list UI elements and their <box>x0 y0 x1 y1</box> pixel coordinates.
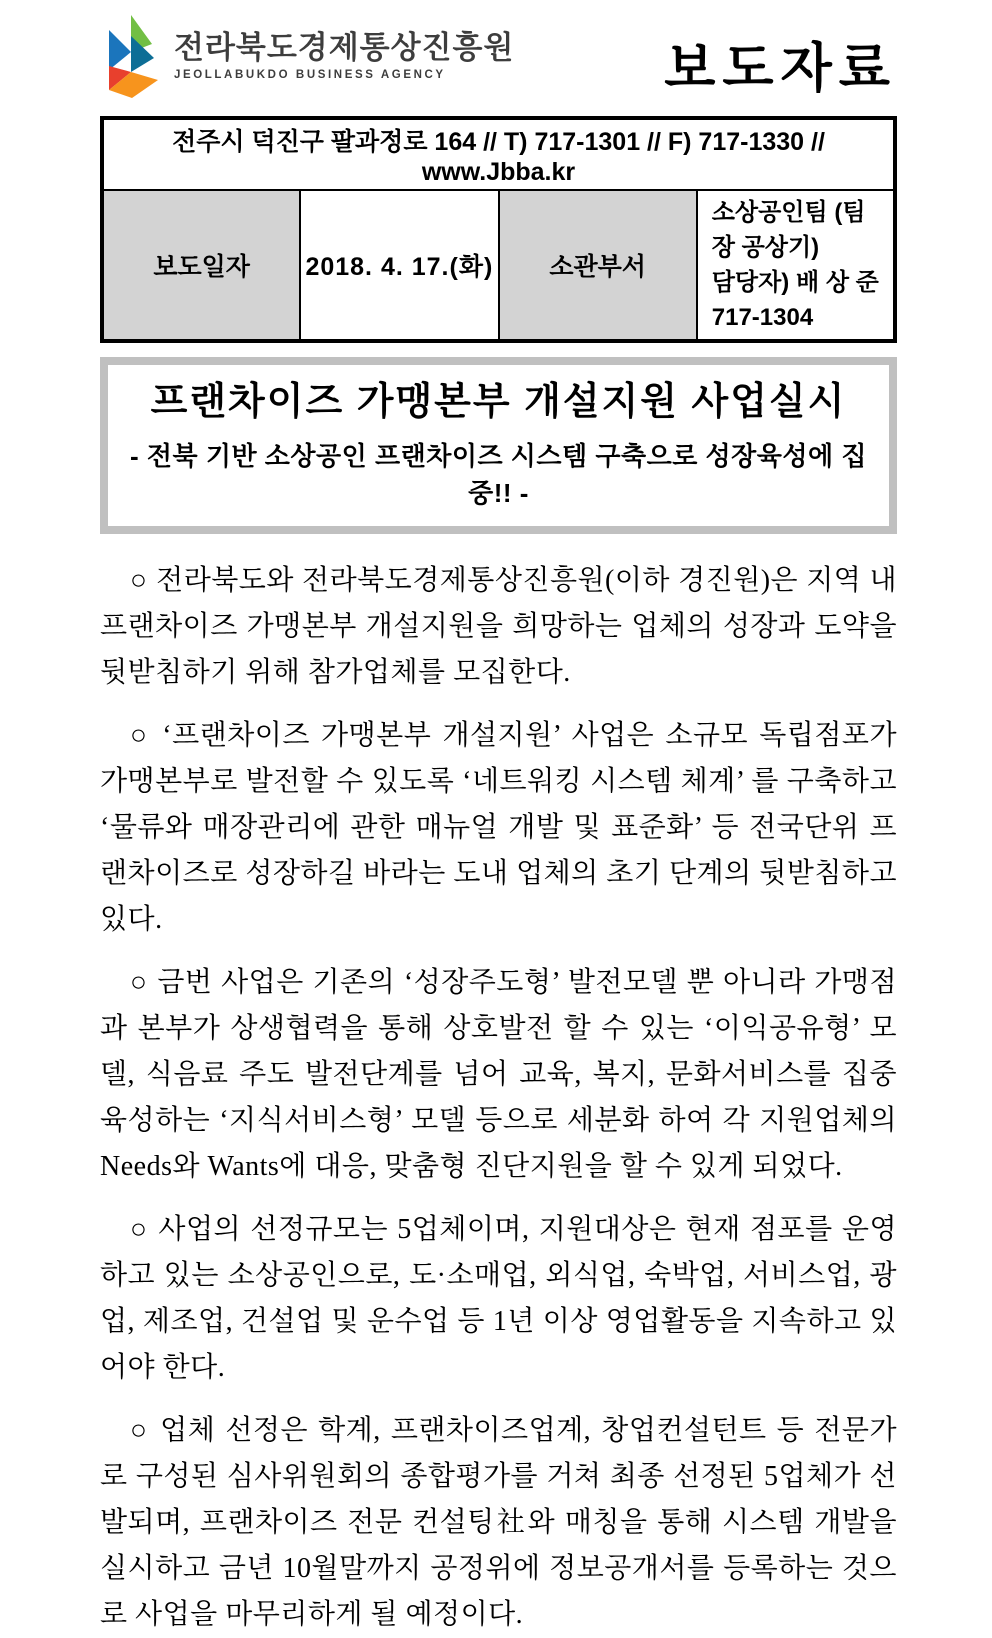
body-paragraph-1: ○ 전라북도와 전라북도경제통상진흥원(이하 경진원)은 지역 내 프랜차이즈 가맹본부 개설지원을 희망하는 업체의 성장과 도약을 뒷받침하기 위해 참가업체를 모집한다. <box>100 564 897 688</box>
headline-title: 프랜차이즈 가맹본부 개설지원 사업실시 <box>150 381 847 423</box>
header <box>100 14 897 112</box>
meta-row <box>102 190 895 341</box>
headline-box <box>100 357 897 534</box>
release-date-value: 2018. 4. 17.(화) <box>300 190 498 341</box>
agency-name-block <box>174 31 514 80</box>
department-label: 소관부서 <box>499 190 697 341</box>
agency-logo <box>100 14 514 98</box>
logo-blue-triangle <box>109 30 131 70</box>
body-paragraph-4: ○ 사업의 선정규모는 5업체이며, 지원대상은 현재 점포를 운영하고 있는 소상공인으로, 도·소매업, 외식업, 숙박업, 서비스업, 광업, 제조업, 건설업 및 운수업 등 1년 이상 영업활동을 지속하고 있어야 한다. <box>100 1213 897 1383</box>
agency-name-korean: 전라북도경제통상진흥원 <box>174 30 515 66</box>
press-release-label: 보도자료 <box>664 39 897 98</box>
agency-logo-icon <box>100 14 164 98</box>
agency-name-english: JEOLLABUKDO BUSINESS AGENCY <box>174 68 446 81</box>
address-row <box>102 118 895 190</box>
body-paragraph-2: ○ ‘프랜차이즈 가맹본부 개설지원’ 사업은 소규모 독립점포가 가맹본부로 발전할 수 있도록 ‘네트워킹 시스템 체계’ 를 구축하고 ‘물류와 매장관리에 관한 매뉴얼 개발 및 표준화’ 등 전국단위 프랜차이즈로 성장하길 바라는 도내 업체의 초기 단계의 뒷받침하고 있다. <box>100 719 897 935</box>
headline-subtitle: - 전북 기반 소상공인 프랜차이즈 시스템 구축으로 성장육성에 집중!! - <box>130 440 867 508</box>
body-paragraph-5: ○ 업체 선정은 학계, 프랜차이즈업계, 창업컨설턴트 등 전문가로 구성된 심사위원회의 종합평가를 거쳐 최종 선정된 5업체가 선발되며, 프랜차이즈 전문 컨설팅社와 매칭을 통해 시스템 개발을 실시하고 금년 10월말까지 공정위에 정보공개서를 등록하는 것으로 사업을 마무리하게 될 예정이다. <box>100 1414 897 1630</box>
release-date-label: 보도일자 <box>102 190 300 341</box>
department-team-line: 소상공인팀 (팀장 공상기) <box>711 199 866 261</box>
body-paragraph-3: ○ 금번 사업은 기존의 ‘성장주도형’ 발전모델 뿐 아니라 가맹점과 본부가 상생협력을 통해 상호발전 할 수 있는 ‘이익공유형’ 모델, 식음료 주도 발전단계를 넘어 교육, 복지, 문화서비스를 집중 육성하는 ‘지식서비스형’ 모델 등으로 세분화 하여 각 지원업체의 Needs와 Wants에 대응, 맞춤형 진단지원을 할 수 있게 되었다. <box>100 966 897 1182</box>
agency-address: 전주시 덕진구 팔과정로 164 // T) 717-1301 // F) 717-1330 // www.Jbba.kr <box>102 118 895 190</box>
body-text <box>100 558 897 1638</box>
department-contact <box>697 190 895 341</box>
department-person-line: 담당자) 배 상 준 717-1304 <box>711 269 879 331</box>
info-table <box>100 116 897 343</box>
